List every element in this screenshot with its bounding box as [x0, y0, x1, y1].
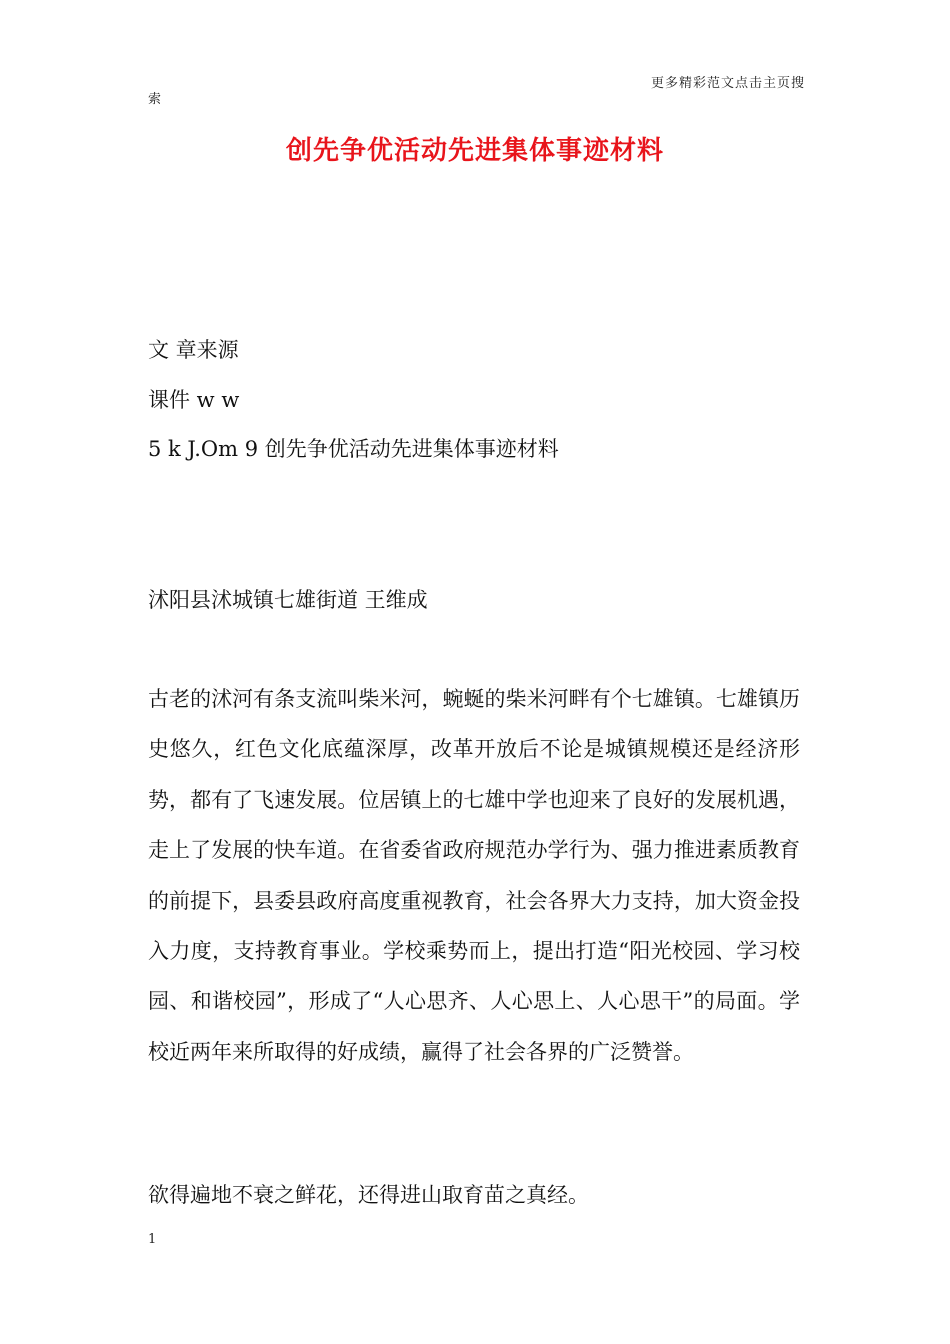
source-line-3: 5 k J.Om 9 创先争优活动先进集体事迹材料 [148, 437, 559, 461]
source-line-2: 课件 w w [148, 388, 240, 412]
header-promo-note: 更多精彩范文点击主页搜 [650, 76, 805, 91]
author-line: 沭阳县沭城镇七雄街道 王维成 [148, 588, 428, 612]
body-paragraph-2: 欲得遍地不衰之鲜花，还得进山取育苗之真经。 [148, 1183, 589, 1207]
document-title: 创先争优活动先进集体事迹材料 [285, 136, 664, 166]
source-line-1: 文 章来源 [148, 338, 239, 362]
header-promo-note-wrap: 索 [148, 92, 162, 107]
page-number: 1 [148, 1232, 157, 1247]
body-paragraph-1: 古老的沭河有条支流叫柴米河，蜿蜒的柴米河畔有个七雄镇。七雄镇历史悠久，红色文化底蕴深厚，改革开放后不论是城镇规模还是经济形势，都有了飞速发展。位居镇上的七雄中学也迎来了良好的发展机遇，走上了发展的快车道。在省委省政府规范办学行为、强力推进素质教育的前提下，县委县政府高度重视教育，社会各界大力支持，加大资金投入力度，支持教育事业。学校乘势而上，提出打造“阳光校园、学习校园、和谐校园”，形成了“人心思齐、人心思上、人心思干”的局面。学校近两年来所取得的好成绩，赢得了社会各界的广泛赞誉。 [148, 687, 800, 1064]
